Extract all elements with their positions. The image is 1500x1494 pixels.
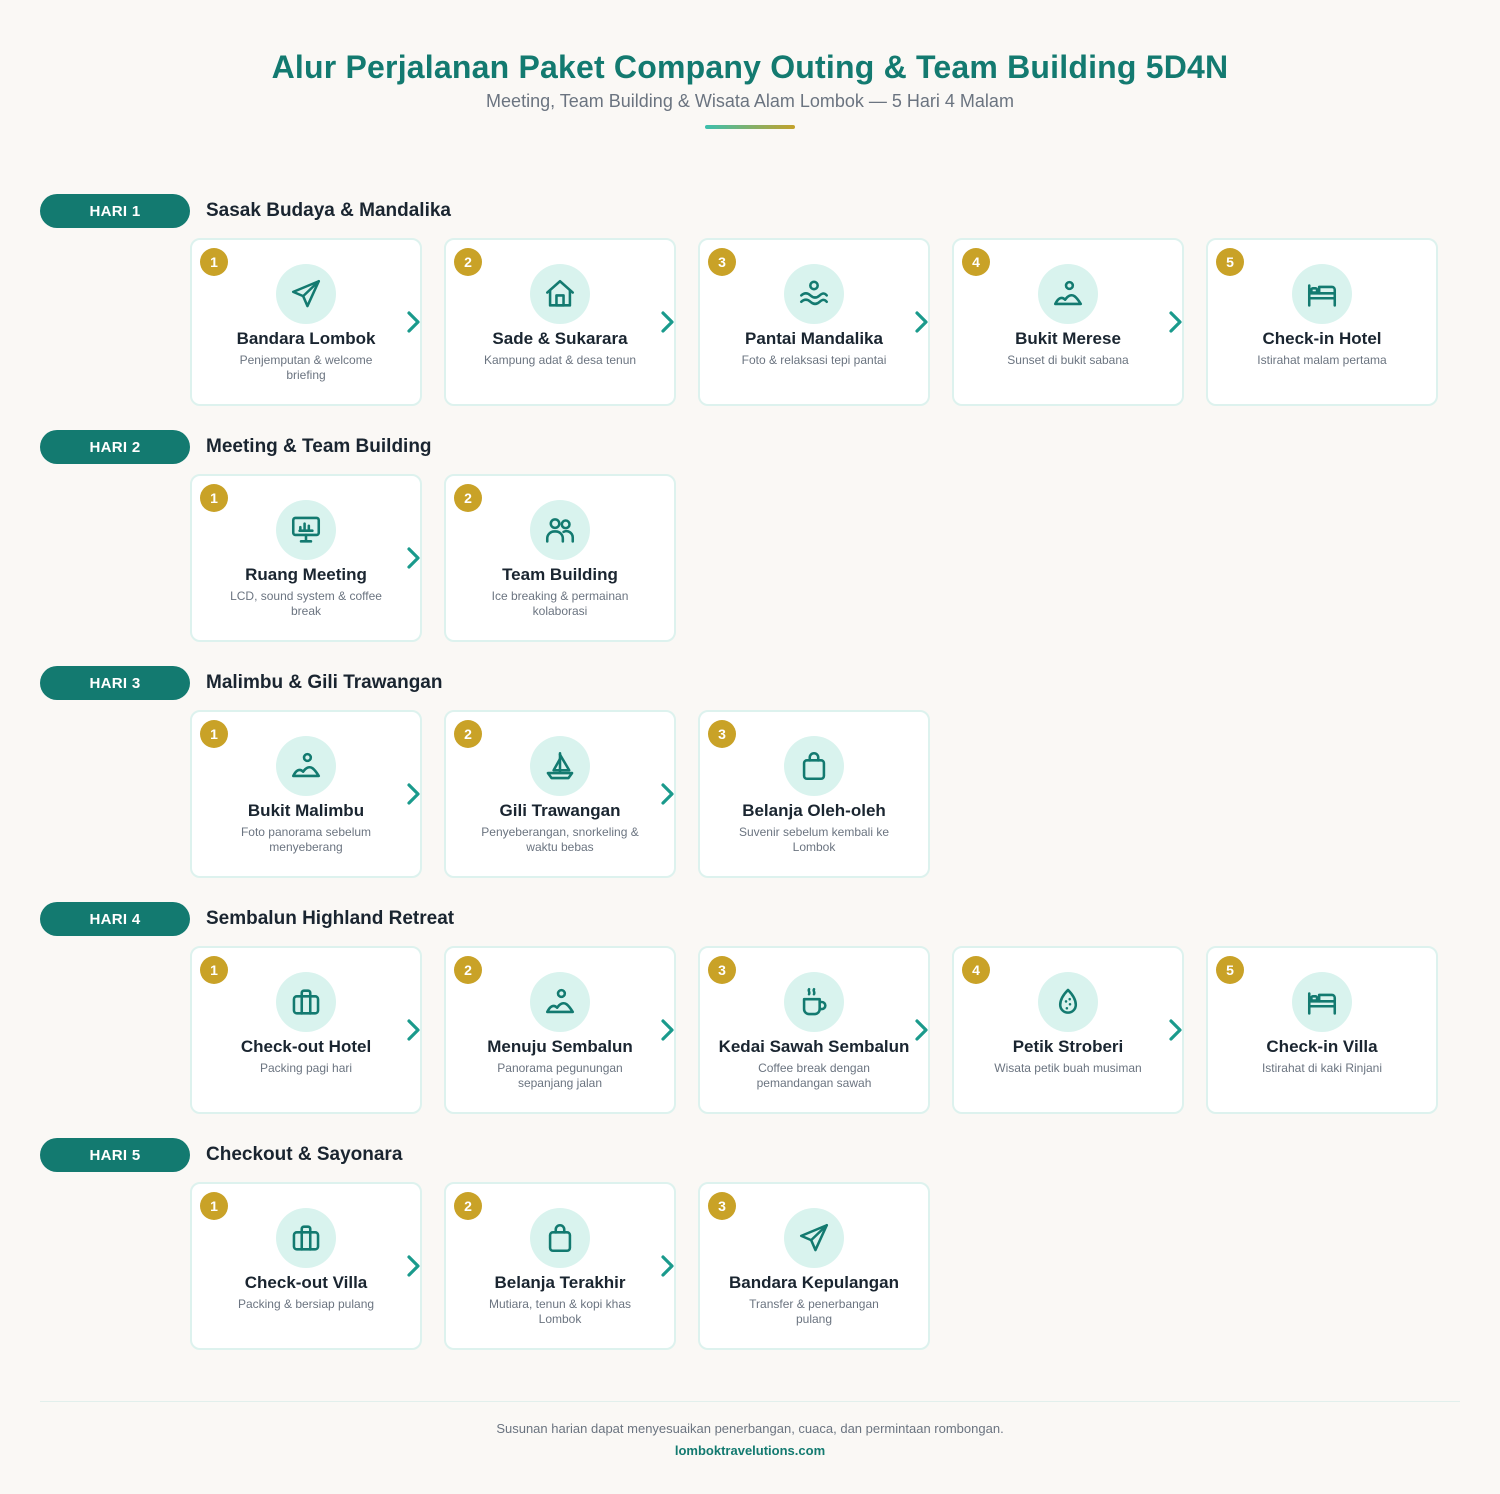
chevron-right-icon	[404, 310, 424, 334]
step-card	[190, 474, 422, 642]
shopping-bag-icon	[784, 736, 844, 796]
header	[0, 48, 1500, 129]
day-badge: HARI 2	[40, 430, 190, 464]
step-card	[444, 474, 676, 642]
step-title: Kedai Sawah Sembalun	[718, 1037, 910, 1056]
step-number-badge: 2	[454, 248, 482, 276]
team-icon	[530, 500, 590, 560]
step-title: Pantai Mandalika	[745, 329, 883, 348]
chevron-right-icon	[1166, 1018, 1186, 1042]
step-title: Ruang Meeting	[245, 565, 367, 584]
step-card	[698, 710, 930, 878]
chevron-right-icon	[658, 1254, 678, 1278]
footer-divider	[40, 1401, 1460, 1402]
day-title: Checkout & Sayonara	[206, 1144, 403, 1165]
step-number-badge: 2	[454, 484, 482, 512]
day-title: Sembalun Highland Retreat	[206, 908, 455, 929]
step-card	[698, 238, 930, 406]
day-section	[0, 902, 1500, 1116]
step-title: Belanja Oleh-oleh	[742, 801, 886, 820]
footer-note: Susunan harian dapat menyesuaikan penerbangan, cuaca, dan permintaan rombongan.	[496, 1421, 1004, 1436]
step-title: Petik Stroberi	[1012, 1037, 1124, 1056]
step-description: Packing pagi hari	[259, 1061, 353, 1075]
step-number-badge: 3	[708, 248, 736, 276]
step-description: Istirahat malam pertama	[1257, 353, 1387, 367]
day-section	[0, 430, 1500, 644]
sailboat-icon	[530, 736, 590, 796]
plane-icon	[276, 264, 336, 324]
strawberry-icon	[1038, 972, 1098, 1032]
step-number-badge: 3	[708, 720, 736, 748]
chevron-right-icon	[658, 310, 678, 334]
beach-icon	[784, 264, 844, 324]
step-description: Coffee break dengan pemandangan sawah	[756, 1061, 872, 1090]
step-description: Istirahat di kaki Rinjani	[1261, 1061, 1383, 1075]
house-icon	[530, 264, 590, 324]
step-description: Penjemputan & welcome briefing	[239, 353, 373, 382]
step-number-badge: 1	[200, 956, 228, 984]
step-title: Check-out Villa	[244, 1273, 368, 1292]
day-badge: HARI 4	[40, 902, 190, 936]
title-underline	[705, 125, 795, 129]
step-title: Check-in Hotel	[1262, 329, 1382, 348]
step-title: Bukit Merese	[1015, 329, 1121, 348]
step-card	[698, 946, 930, 1114]
step-number-badge: 5	[1216, 248, 1244, 276]
day-section	[0, 666, 1500, 880]
chevron-right-icon	[658, 1018, 678, 1042]
step-description: LCD, sound system & coffee break	[230, 589, 382, 618]
plane-icon	[784, 1208, 844, 1268]
step-description: Transfer & penerbangan pulang	[749, 1297, 879, 1326]
step-number-badge: 2	[454, 956, 482, 984]
step-title: Team Building	[502, 565, 618, 584]
day-title: Malimbu & Gili Trawangan	[206, 672, 443, 693]
step-title: Bukit Malimbu	[247, 801, 365, 820]
step-card	[444, 1182, 676, 1350]
chevron-right-icon	[912, 310, 932, 334]
step-title: Bandara Lombok	[236, 329, 376, 348]
step-number-badge: 3	[708, 956, 736, 984]
step-description: Wisata petik buah musiman	[994, 1061, 1142, 1075]
step-card	[190, 238, 422, 406]
step-title: Menuju Sembalun	[487, 1037, 633, 1056]
day-section	[0, 194, 1500, 408]
page-subtitle: Meeting, Team Building & Wisata Alam Lombok — 5 Hari 4 Malam	[486, 91, 1014, 111]
day-title: Sasak Budaya & Mandalika	[206, 200, 451, 221]
day-title: Meeting & Team Building	[206, 436, 432, 457]
step-title: Gili Trawangan	[499, 801, 621, 820]
chevron-right-icon	[658, 782, 678, 806]
footer-link[interactable]: lomboktravelutions.com	[674, 1443, 826, 1458]
day-badge: HARI 1	[40, 194, 190, 228]
step-description: Suvenir sebelum kembali ke Lombok	[738, 825, 890, 854]
step-card	[444, 238, 676, 406]
presentation-icon	[276, 500, 336, 560]
bed-icon	[1292, 972, 1352, 1032]
step-number-badge: 1	[200, 484, 228, 512]
day-badge: HARI 5	[40, 1138, 190, 1172]
step-number-badge: 1	[200, 720, 228, 748]
step-number-badge: 4	[962, 956, 990, 984]
step-number-badge: 3	[708, 1192, 736, 1220]
step-card	[190, 946, 422, 1114]
luggage-icon	[276, 972, 336, 1032]
step-description: Foto panorama sebelum menyeberang	[240, 825, 372, 854]
chevron-right-icon	[404, 1254, 424, 1278]
hill-icon	[1038, 264, 1098, 324]
hill-icon	[530, 972, 590, 1032]
step-number-badge: 1	[200, 1192, 228, 1220]
shopping-bag-icon	[530, 1208, 590, 1268]
step-description: Mutiara, tenun & kopi khas Lombok	[488, 1297, 632, 1326]
step-card	[698, 1182, 930, 1350]
chevron-right-icon	[912, 1018, 932, 1042]
day-section	[0, 1138, 1500, 1352]
step-description: Foto & relaksasi tepi pantai	[741, 353, 887, 367]
hill-icon	[276, 736, 336, 796]
step-card	[190, 710, 422, 878]
step-title: Bandara Kepulangan	[728, 1273, 900, 1292]
step-description: Penyeberangan, snorkeling & waktu bebas	[481, 825, 639, 854]
luggage-icon	[276, 1208, 336, 1268]
coffee-icon	[784, 972, 844, 1032]
step-card	[444, 710, 676, 878]
page-title: Alur Perjalanan Paket Company Outing & Team Building 5D4N	[271, 49, 1229, 85]
step-number-badge: 2	[454, 1192, 482, 1220]
step-card	[1206, 946, 1438, 1114]
step-card	[952, 238, 1184, 406]
bed-icon	[1292, 264, 1352, 324]
step-title: Sade & Sukarara	[492, 329, 628, 348]
step-number-badge: 1	[200, 248, 228, 276]
chevron-right-icon	[404, 1018, 424, 1042]
chevron-right-icon	[404, 782, 424, 806]
step-card	[190, 1182, 422, 1350]
step-description: Kampung adat & desa tenun	[483, 353, 637, 367]
step-description: Sunset di bukit sabana	[1007, 353, 1129, 367]
step-title: Check-out Hotel	[240, 1037, 372, 1056]
step-number-badge: 5	[1216, 956, 1244, 984]
step-number-badge: 2	[454, 720, 482, 748]
step-title: Check-in Villa	[1266, 1037, 1378, 1056]
day-badge: HARI 3	[40, 666, 190, 700]
chevron-right-icon	[1166, 310, 1186, 334]
step-card	[952, 946, 1184, 1114]
step-title: Belanja Terakhir	[494, 1273, 626, 1292]
step-description: Packing & bersiap pulang	[237, 1297, 375, 1311]
step-description: Ice breaking & permainan kolaborasi	[491, 589, 629, 618]
step-number-badge: 4	[962, 248, 990, 276]
chevron-right-icon	[404, 546, 424, 570]
step-card	[444, 946, 676, 1114]
step-description: Panorama pegunungan sepanjang jalan	[497, 1061, 623, 1090]
step-card	[1206, 238, 1438, 406]
